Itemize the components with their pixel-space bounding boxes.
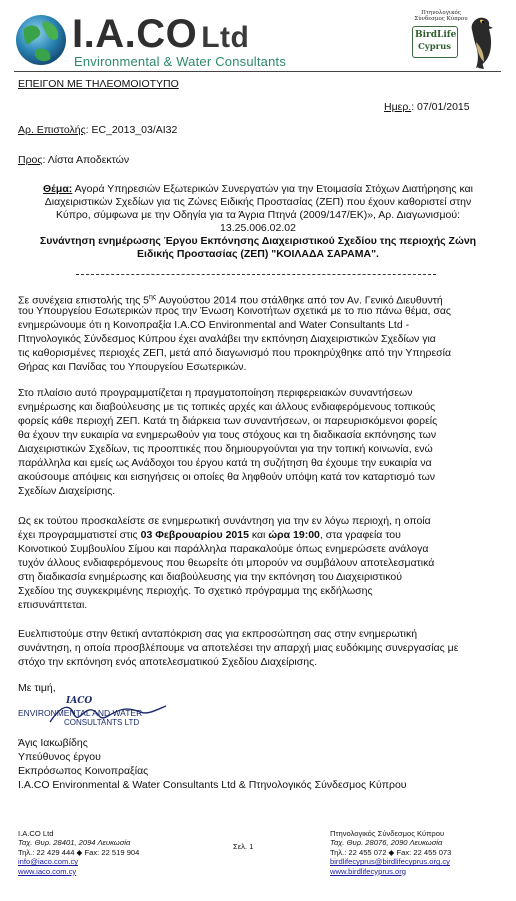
subject-line-1: Θέμα: Αγορά Υπηρεσιών Εξωτερικών Συνεργατών για την Ετοιμασία Στόχων Διατήρησης και [43, 183, 473, 195]
p4-line-1: Ευελπιστούμε στην θετική ανταπόκριση σας για εκπροσώπηση σας στην ενημερωτική [18, 628, 418, 640]
header-divider [14, 71, 501, 72]
p3-line-7: επισυνάπτεται. [18, 599, 88, 611]
p3-line-3: Κοινοτικού Συμβουλίου Σίμου και παράλληλα παρακαλούμε όπως ενημερώσετε ανάλογα [18, 543, 429, 555]
date-line: Ημερ.: 07/01/2015 [384, 101, 470, 113]
meeting-date: 03 Φεβρουαρίου 2015 [140, 529, 249, 541]
p3-line-1: Ως εκ τούτου προσκαλείστε σε ενημερωτική συνάντηση για την εν λόγω περιοχή, η οποία [18, 515, 431, 527]
footer-left-address: Ταχ. Θυρ. 28401, 2094 Λευκωσία [18, 838, 131, 848]
p2-line-4: θα έχουν την ευκαιρία να ενημερωθούν για τους στόχους και τη διαδικασία εκπόνησης των [18, 429, 437, 441]
meeting-line-2: Ειδικής Προστασίας (ΖΕΠ) "ΚΟΙΛΑΔΑ ΣΑΡΑΜΑ". [137, 248, 379, 260]
closing: Με τιμή, [18, 682, 56, 694]
p1-line-1: Σε συνέχεια επιστολής της $5^{\eta\varsigma}$ Αυγούστου 2014 που στάλθηκε από τον Αν. Γενικό Διευθυντή [18, 294, 443, 307]
p3-line-5: στη διαδικασία ενημέρωσης και διαβούλευσης για την εκπόνηση του Διαχειριστικού [18, 571, 402, 583]
footer-left-web-link[interactable]: www.iaco.com.cy [18, 866, 77, 876]
page-number: Σελ. 1 [233, 842, 254, 851]
meeting-line-1: Συνάντηση ενημέρωσης Έργου Εκπόνησης Διαχειριστικού Σχεδίου της περιοχής Ζώνη [39, 235, 477, 247]
footer-right-email-link[interactable]: birdlifecyprus@birdlifecyprus.org.cy [330, 857, 450, 867]
birdlife-caption: Πτηνολογικός Σύνδεσμος Κύπρου [414, 10, 468, 22]
p1-line-4: Πτηνολογικός Σύνδεσμος Κύπρου έχει αναλάβει την εκπόνηση Διαχειριστικών Σχεδίων για [18, 333, 436, 345]
p2-line-5: Διαχειριστικών Σχεδίων, τις προοπτικές που δημιουργούνται για την τοπική κοινωνία, ενώ [18, 443, 433, 455]
company-stamp: IACO ENVIRONMENTAL AND WATER CONSULTANTS LTD [18, 694, 178, 734]
p1-line-2: του Υπουργείου Εσωτερικών προς την Ένωση Κοινοτήτων σχετικά με το πιο πάνω θέμα, σας [18, 305, 451, 317]
globe-icon [14, 13, 68, 67]
signer-organisation: I.A.CO Environmental & Water Consultants Ltd & Πτηνολογικός Σύνδεσμος Κύπρου [18, 779, 407, 791]
subject-line-3: Κύπρο, σύμφωνα με την Οδηγία για τα Άγρια Πτηνά (2009/147/ΕΚ)», Αρ. Διαγωνισμού: [55, 209, 461, 221]
footer-left-phone: Τηλ.: 22 429 444 ◆ Fax: 22 519 904 [18, 847, 140, 857]
signer-name: Άγις Ιακωβίδης [18, 737, 88, 749]
footer-left-name: I.A.CO Ltd [18, 829, 54, 838]
meeting-time: ώρα 19:00 [268, 529, 320, 541]
birdlife-logo [408, 10, 504, 70]
p1-line-5: τις καθορισμένες περιοχές ΖΕΠ, μετά από διαγωνισμό που προκηρύχθηκε από την Υπηρεσία [18, 347, 452, 359]
subject-line-2: Διαχειριστικών Σχεδίων για τις Ζώνες Ειδικής Προστασίας (ΖΕΠ) που έχουν καθοριστεί στην [44, 196, 472, 208]
p2-line-7: ακούσουμε απόψεις και εισηγήσεις οι οποίες θα ληφθούν υπόψη κατά τον καταρτισμό των [18, 471, 436, 483]
birdlife-badge: BirdLife Cyprus [412, 26, 458, 58]
dashed-separator [76, 274, 436, 275]
signer-title: Εκπρόσωπος Κοινοπραξίας [18, 765, 149, 777]
footer-right-web-link[interactable]: www.birdlifecyprus.org [330, 866, 406, 876]
footer-right [330, 829, 451, 876]
p4-line-2: συνάντηση, η οποία προσβλέπουμε να αποτελέσει την απαρχή μιας ευδόκιμης συνεργασίας με [18, 642, 459, 654]
iaco-logo-name: I.A.CO Ltd [72, 12, 250, 56]
p2-line-1: Στο πλαίσιο αυτό προγραμματίζεται η πραγματοποίηση περιφερειακών συναντήσεων [18, 387, 413, 399]
p3-line-4: τυχόν άλλους ενδιαφερόμενους που θεωρείτε ότι μπορούν να συμβάλουν αποτελεσματικά [18, 557, 435, 569]
iaco-logo [14, 10, 287, 72]
p1-line-3: ενημερώνουμε ότι η Κοινοπραξία I.A.CO Environmental and Water Consultants Ltd - [18, 319, 410, 331]
reference-line: Αρ. Επιστολής: EC_2013_03/AI32 [18, 124, 178, 136]
iaco-logo-tagline: Environmental & Water Consultants [74, 54, 287, 69]
footer-right-phone: Τηλ.: 22 455 072 ◆ Fax: 22 455 073 [330, 847, 452, 857]
p2-line-8: Σχεδίων Διαχείρισης. [18, 485, 116, 497]
p4-line-3: στόχο την εκπόνηση ενός αποτελεσματικού Σχεδίου Διαχείρισης. [18, 656, 318, 668]
recipient-line: Προς: Λίστα Αποδεκτών [18, 154, 130, 166]
bird-icon [458, 12, 504, 70]
subject-line-4: 13.25.006.02.02 [220, 222, 296, 234]
footer-left-email-link[interactable]: info@iaco.com.cy [18, 857, 79, 867]
p2-line-6: παράλληλα και εμείς ως Ανάδοχοι του έργου κατά τη συζήτηση θα έχουμε την ευκαιρία να [18, 457, 432, 469]
p2-line-2: ενημέρωσης και διαβούλευσης με τις τοπικές αρχές και άλλους ενδιαφερόμενους τοπικούς [18, 401, 436, 413]
footer-left [18, 829, 139, 876]
p2-line-3: φορείς κάθε περιοχή ΖΕΠ. Κατά τη διάρκεια των συναντήσεων, οι παρευρισκόμενοι φορείς [18, 415, 438, 427]
delivery-note: ΕΠΕΙΓΟΝ ΜΕ ΤΗΛΕΟΜΟΙΟΤΥΠΟ [18, 78, 179, 90]
p3-line-2: έχει προγραμματιστεί στις 03 Φεβρουαρίου 2015 και ώρα 19:00, στα γραφεία του [18, 529, 401, 541]
p1-line-6: Θήρας και Πανίδας του Υπουργείου Εσωτερικών. [18, 361, 247, 373]
signer-role: Υπεύθυνος έργου [18, 751, 101, 763]
footer-right-address: Ταχ. Θυρ. 28076, 2090 Λευκωσία [330, 838, 443, 848]
footer-right-name: Πτηνολογικός Σύνδεσμος Κύπρου [330, 829, 445, 838]
p3-line-6: Σχεδίου της συγκεκριμένης περιοχής. Το σχετικό πρόγραμμα της εκδήλωσης [18, 585, 373, 597]
